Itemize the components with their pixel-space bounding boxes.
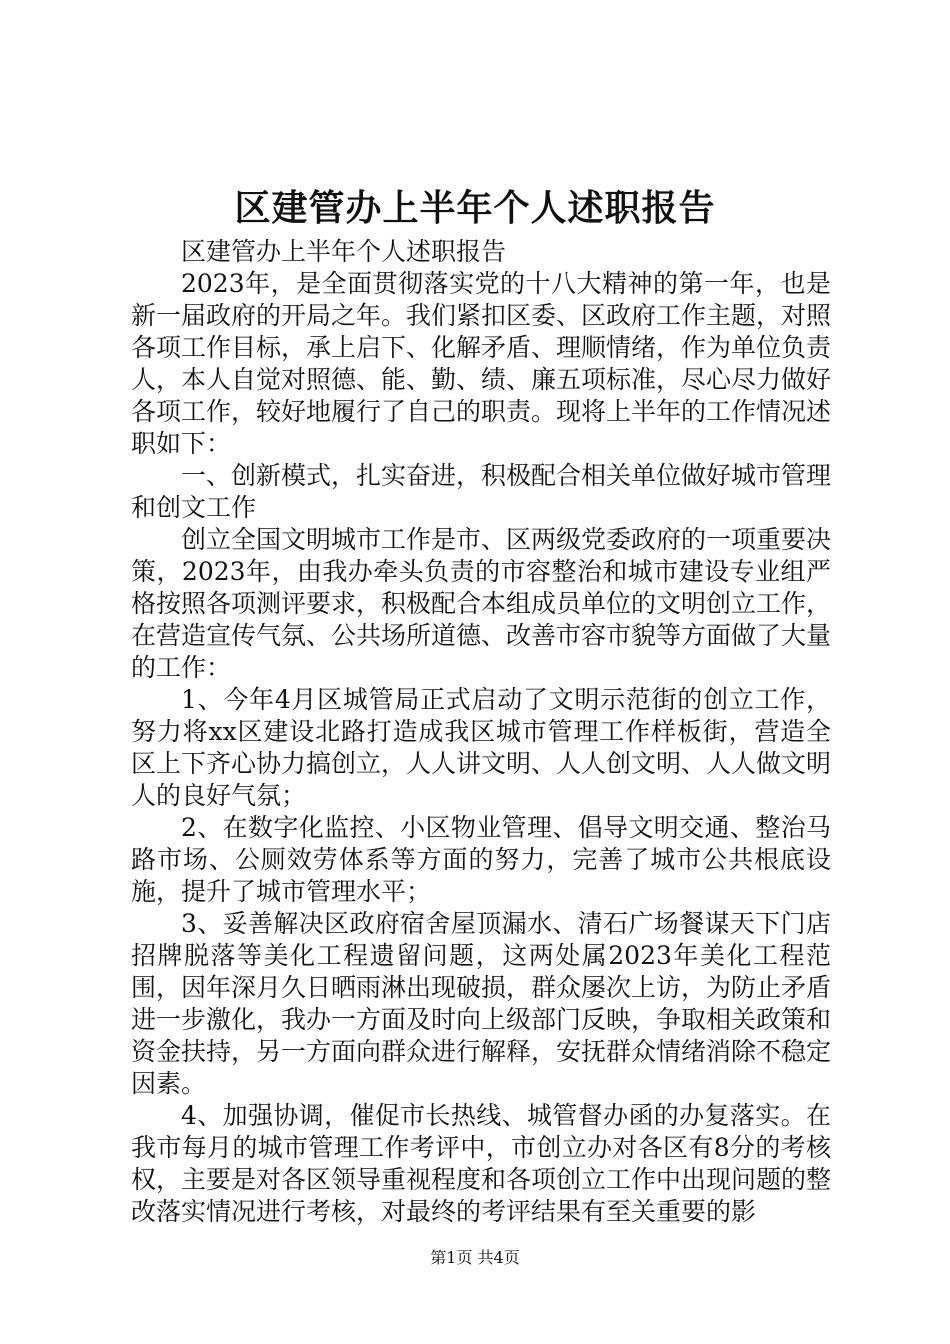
paragraph-section-heading: 一、创新模式，扎实奋进，积极配合相关单位做好城市管理和创文工作 [131,461,832,522]
paragraph-section-body: 创立全国文明城市工作是市、区两级党委政府的一项重要决策，2023年，由我办牵头负责的市容整治和城市建设专业组严格按照各项测评要求，积极配合本组成员单位的文明创立工作，在营造宣传气氛、公共场所道德、改善市容市貌等方面做了大量的工作： [131,525,832,682]
document-title: 区建管办上半年个人述职报告 [234,187,716,229]
paragraph-item-3: 3、妥善解决区政府宿舍屋顶漏水、清石广场餐谋天下门店招牌脱落等美化工程遗留问题，这两处属2023年美化工程范围，因年深月久日晒雨淋出现破损，群众屡次上访，为防止矛盾进一步激化，我办一方面及时向上级部门反映，争取相关政策和资金扶持，另一方面向群众进行解释，安抚群众情绪消除不稳定因素。 [131,909,832,1098]
paragraph-subtitle: 区建管办上半年个人述职报告 [181,237,507,266]
paragraph-item-2: 2、在数字化监控、小区物业管理、倡导文明交通、整治马路市场、公厕效劳体系等方面的努力，完善了城市公共根底设施，提升了城市管理水平； [131,813,831,906]
document-body [131,236,831,1228]
page-footer: 第1页 共4页 [430,1248,520,1267]
paragraph-item-4: 4、加强协调，催促市长热线、城管督办函的办复落实。在我市每月的城市管理工作考评中，市创立办对各区有8分的考核权，主要是对各区领导重视程度和各项创立工作中出现问题的整改落实情况进行考核，对最终的考评结果有至关重要的影 [131,1101,832,1226]
paragraph-item-1: 1、今年4月区城管局正式启动了文明示范街的创立工作，努力将xx区建设北路打造成我区城市管理工作样板街，营造全区上下齐心协力搞创立，人人讲文明、人人创文明、人人做文明人的良好气氛； [131,685,832,810]
paragraph-intro: 2023年，是全面贯彻落实党的十八大精神的第一年，也是新一届政府的开局之年。我们紧扣区委、区政府工作主题，对照各项工作目标，承上启下、化解矛盾、理顺情绪，作为单位负责人，本人自觉对照德、能、勤、绩、廉五项标准，尽心尽力做好各项工作，较好地履行了自己的职责。现将上半年的工作情况述职如下： [131,269,832,458]
